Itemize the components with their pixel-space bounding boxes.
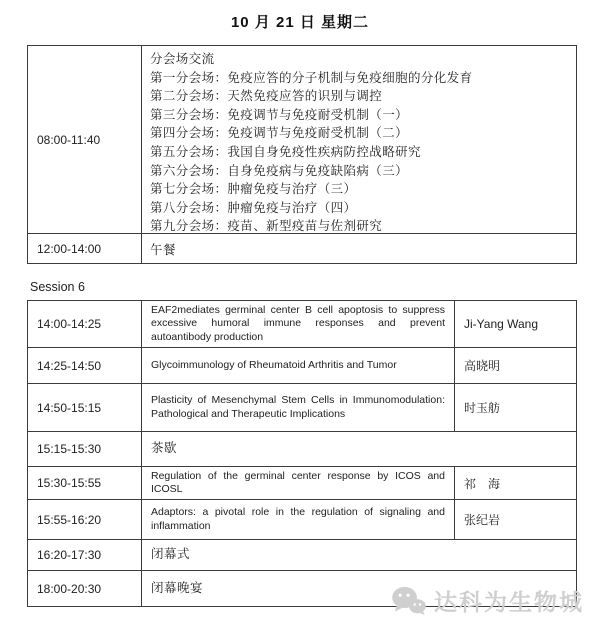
talk-title-cell [142, 384, 455, 431]
speaker-cell: 时玉舫 [464, 401, 501, 415]
session-line: 第五分会场：我国自身免疫性疾病防控战略研究 [150, 144, 421, 159]
speaker-cell: 高晓明 [464, 359, 501, 373]
watermark-text: 达科为生物城 [434, 589, 584, 615]
talk-title: 茶歇 [151, 441, 178, 456]
talk-title-cell [142, 348, 455, 383]
talk-title-cell [142, 432, 576, 466]
time-cell: 12:00-14:00 [28, 234, 142, 263]
speaker-cell: 张纪岩 [464, 513, 501, 527]
talk-title: Glycoimmunology of Rheumatoid Arthritis and Tumor [151, 358, 397, 371]
time-cell: 15:30-15:55 [28, 467, 142, 499]
session-line: 第九分会场：疫苗、新型疫苗与佐剂研究 [150, 219, 383, 234]
talk-title: Adaptors: a pivotal role in the regulation of signaling and inflammation [151, 506, 445, 532]
time-cell: 08:00-11:40 [28, 46, 142, 233]
table-row [28, 301, 576, 347]
session-line: 第七分会场：肿瘤免疫与治疗（三） [150, 182, 357, 197]
sessions-cell [142, 46, 576, 233]
talk-title: 闭幕晚宴 [151, 580, 204, 595]
speaker-cell: 祁 海 [464, 476, 501, 491]
session-line: 第六分会场：自身免疫病与免疫缺陷病（三） [150, 163, 409, 178]
session-line: 第二分会场：天然免疫应答的识别与调控 [150, 89, 383, 104]
table-row [28, 499, 576, 539]
session-line: 第四分会场：免疫调节与免疫耐受机制（二） [150, 126, 409, 141]
morning-table [27, 45, 577, 264]
time-cell: 16:20-17:30 [28, 540, 142, 570]
watermark [391, 584, 584, 617]
table-row [28, 46, 576, 233]
page-title: 10 月 21 日 星期二 [230, 14, 370, 31]
talk-title-cell [142, 500, 455, 539]
talk-title: 闭幕式 [151, 547, 191, 562]
wechat-icon [391, 586, 427, 616]
talk-title: EAF2mediates germinal center B cell apoptosis to suppress excessive humoral immune responses and prevent autoantibody production [151, 303, 445, 343]
time-cell: 15:15-15:30 [28, 432, 142, 466]
session-line: 第八分会场：肿瘤免疫与治疗（四） [150, 200, 357, 215]
time-cell: 15:55-16:20 [28, 500, 142, 539]
talk-title-cell [142, 540, 576, 570]
table-row [28, 347, 576, 383]
time-cell: 18:00-20:30 [28, 571, 142, 606]
table-row [28, 233, 576, 263]
lunch-cell: 午餐 [150, 242, 177, 257]
talk-title-cell [142, 467, 455, 499]
table-row [28, 466, 576, 499]
table-row [28, 383, 576, 431]
talk-title-cell [142, 301, 455, 347]
time-cell: 14:00-14:25 [28, 301, 142, 347]
session-label: Session 6 [30, 280, 85, 294]
table-row [28, 539, 576, 570]
speaker-cell: Ji-Yang Wang [464, 317, 539, 331]
session-line: 第三分会场：免疫调节与免疫耐受机制（一） [150, 107, 409, 122]
time-cell: 14:25-14:50 [28, 348, 142, 383]
session-line: 第一分会场：免疫应答的分子机制与免疫细胞的分化发育 [150, 70, 473, 85]
talk-title: Plasticity of Mesenchymal Stem Cells in Immunomodulation: Pathological and Therapeutic Implications [151, 394, 445, 420]
afternoon-table [27, 300, 577, 607]
time-cell: 14:50-15:15 [28, 384, 142, 431]
session-line: 分会场交流 [150, 52, 215, 66]
table-row [28, 431, 576, 466]
talk-title: Regulation of the germinal center response by ICOS and ICOSL [151, 469, 445, 495]
